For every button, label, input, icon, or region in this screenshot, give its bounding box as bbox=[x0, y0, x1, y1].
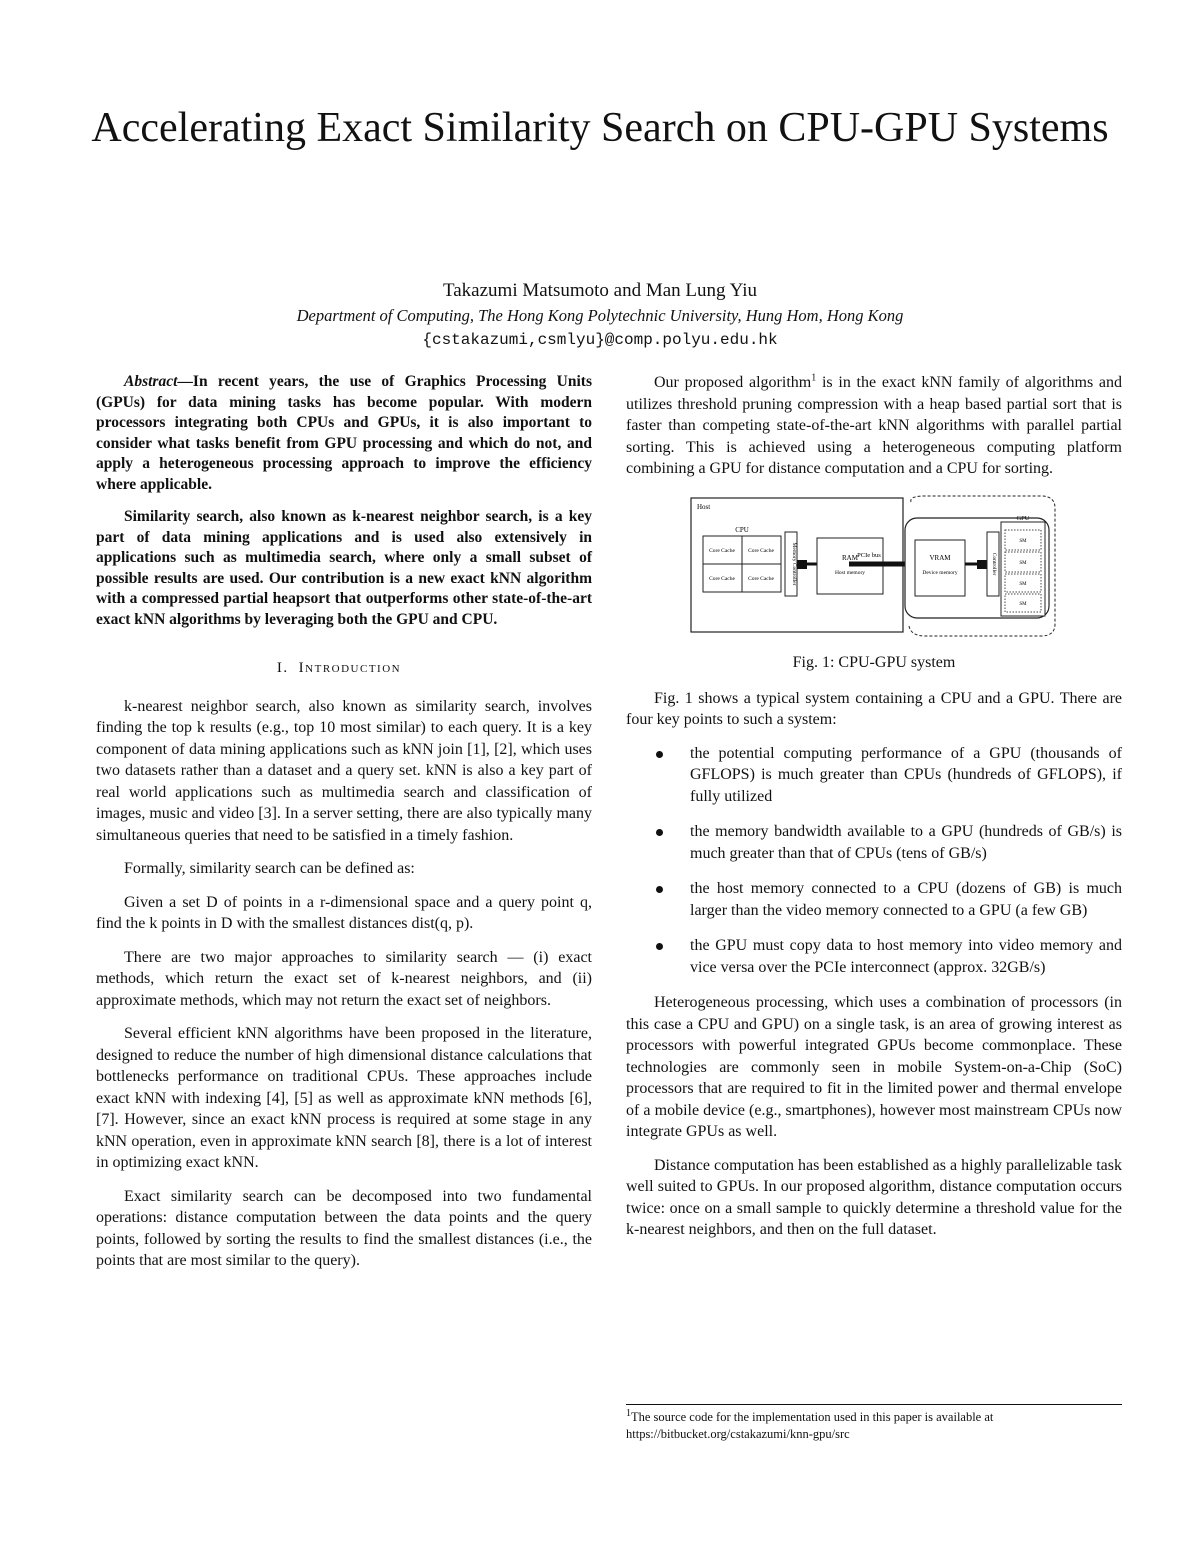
cpu-cell-3: Core Cache bbox=[709, 575, 735, 582]
intro-p6: Exact similarity search can be decomposed into two fundamental operations: distance computation between the data points and the query points, followed by sorting the results to find the smallest distances (i.e., the points that are most similar to the query). bbox=[96, 1187, 592, 1269]
footnote-ref: 1 bbox=[811, 372, 817, 384]
left-column bbox=[96, 372, 592, 1284]
gpu-sm-4: SM bbox=[1019, 601, 1027, 607]
right-p1b: is in the exact kNN family of algorithms and utilizes threshold pruning compression with a heap based partial sort that is faster than competing state-of-the-art kNN algorithms with parallel partial sorting. This is achieved using a heterogeneous computing platform combining a GPU for distance computation and a CPU for sorting. bbox=[626, 374, 1123, 477]
list-item: the potential computing performance of a GPU (thousands of GFLOPS) is much greater than CPUs (hundreds of GFLOPS), if fully utilized bbox=[626, 743, 1122, 808]
ram-label: RAM bbox=[842, 553, 858, 562]
list-item: the host memory connected to a CPU (dozens of GB) is much larger than the video memory connected to a GPU (a few GB) bbox=[626, 878, 1122, 921]
cpu-mem-controller-label: Memory Controller bbox=[791, 542, 797, 585]
intro-p5: Several efficient kNN algorithms have been proposed in the literature, designed to reduce the number of high dimensional distance calculations that bottlenecks performance on traditional CPUs. These approaches include exact kNN with indexing [4], [5] as well as approximate kNN methods [6], [7]. However, since an exact kNN process is required at some stage in any kNN operation, even in approximate kNN search [8], there is a lot of interest in optimizing exact kNN. bbox=[96, 1025, 592, 1171]
gpu-sm-1: SM bbox=[1019, 538, 1027, 544]
pcie-label: PCIe bus bbox=[857, 551, 881, 559]
cpu-cell-4: Core Cache bbox=[748, 575, 774, 582]
gpu-sm-3: SM bbox=[1019, 581, 1027, 587]
key-points-list bbox=[626, 743, 1122, 979]
gpu-mem-controller-label: Controller bbox=[991, 552, 997, 575]
right-column bbox=[626, 372, 1122, 1253]
right-p3: Heterogeneous processing, which uses a combination of processors (in this case a CPU and GPU) on a single task, is an area of growing interest as processors with powerful integrated GPUs become commonplace. These technologies are commonly seen in mobile System-on-a-Chip (SoC) processors that are required to fit in the limited power and thermal envelope of a mobile device (e.g., smartphones), however most mainstream CPUs now integrate GPUs as well. bbox=[626, 994, 1122, 1140]
email: {cstakazumi,csmlyu}@comp.polyu.edu.hk bbox=[422, 331, 778, 349]
right-p2: Fig. 1 shows a typical system containing a CPU and a GPU. There are four key points to such a system: bbox=[626, 689, 1122, 728]
abstract-p2: Similarity search, also known as k-nearest neighbor search, is a key part of data mining applications and is used also extensively in applications such as multimedia search, where only a small subset of possible results are used. Our contribution is a new exact kNN algorithm with a compressed partial heapsort that outperforms other state-of-the-art exact kNN algorithms by leveraging both the GPU and CPU. bbox=[96, 508, 592, 628]
ram-sub: Host memory bbox=[834, 569, 866, 576]
list-item: the memory bandwidth available to a GPU (hundreds of GB/s) is much greater than that of CPUs (tens of GB/s) bbox=[626, 821, 1122, 864]
right-p1a: Our proposed algorithm bbox=[654, 374, 812, 391]
abstract bbox=[96, 372, 592, 630]
gpu-sm-2: SM bbox=[1019, 560, 1027, 566]
section-title: Introduction bbox=[298, 660, 402, 676]
right-p4: Distance computation has been established as a highly parallelizable task well suited to GPUs. In our proposed algorithm, distance computation occurs twice: once on a small sample to quickly determine a threshold value for the k-nearest neighbors, and then on the full dataset. bbox=[626, 1156, 1122, 1238]
intro-p4: There are two major approaches to similarity search — (i) exact methods, which return the exact set of k-nearest neighbors, and (ii) approximate methods, which may not return the exact set of neighbors. bbox=[96, 948, 592, 1009]
footnote-text: The source code for the implementation used in this paper is available at https://bitbucket.org/cstakazumi/knn-gpu/src bbox=[626, 1410, 994, 1441]
cpu-gpu-diagram bbox=[689, 494, 1059, 640]
section-heading bbox=[96, 658, 592, 680]
intro-p1: k-nearest neighbor search, also known as similarity search, involves finding the top k results (e.g., top 10 most similar) to each query. It is a key component of data mining applications such as kNN join [1], [2], which uses two datasets rather than a dataset and a query set. kNN is also a key part of real world applications such as multimedia search and classification of images, music and video [3]. In a server setting, there are also typically many simultaneous queries that need to be satisfied in a timely fashion. bbox=[96, 697, 592, 844]
intro-p2: Formally, similarity search can be defined as: bbox=[124, 860, 415, 877]
abstract-label: Abstract bbox=[124, 373, 178, 390]
vram-label: VRAM bbox=[929, 553, 951, 562]
paper-title: Accelerating Exact Similarity Search on CPU-GPU Systems bbox=[91, 105, 1109, 151]
cpu-cell-2: Core Cache bbox=[748, 547, 774, 554]
list-item: the GPU must copy data to host memory into video memory and vice versa over the PCIe interconnect (approx. 32GB/s) bbox=[626, 935, 1122, 978]
affiliation: Department of Computing, The Hong Kong Polytechnic University, Hung Hom, Hong Kong bbox=[296, 306, 904, 325]
footnote-number: 1 bbox=[626, 1407, 631, 1419]
vram-box bbox=[915, 540, 965, 596]
figure-caption: Fig. 1: CPU-GPU system bbox=[792, 654, 956, 671]
figure-1 bbox=[626, 494, 1122, 674]
footnote bbox=[626, 1404, 1122, 1443]
section-number: I. bbox=[276, 660, 289, 676]
vram-sub: Device memory bbox=[922, 569, 958, 576]
host-label: Host bbox=[697, 502, 711, 511]
intro-p3: Given a set D of points in a r-dimensional space and a query point q, find the k points in D with the smallest distances dist(q, p). bbox=[96, 893, 592, 932]
gpu-label: GPU bbox=[1016, 514, 1030, 522]
cpu-cell-1: Core Cache bbox=[709, 547, 735, 554]
cpu-label: CPU bbox=[735, 525, 749, 534]
abstract-p1: —In recent years, the use of Graphics Processing Units (GPUs) for data mining tasks has become popular. With modern processors integrating both CPUs and GPUs, it is also important to consider what tasks benefit from GPU processing and which do not, and apply a heterogeneous processing approach to improve the efficiency where applicable. bbox=[96, 373, 592, 493]
authors: Takazumi Matsumoto and Man Lung Yiu bbox=[442, 280, 758, 301]
